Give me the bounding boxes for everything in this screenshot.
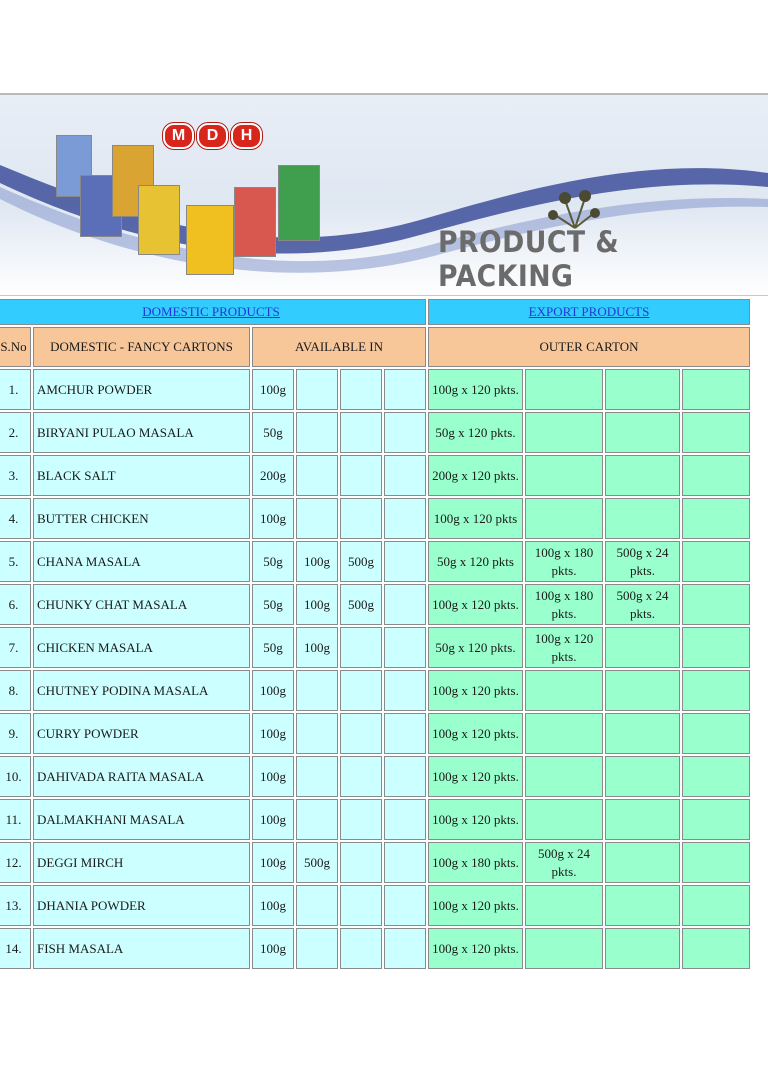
- table-row: [0, 799, 750, 840]
- outer-carton-cell: [682, 584, 750, 625]
- outer-carton-cell: 100g x 120 pkts.: [428, 928, 523, 969]
- size-cell: 100g: [252, 885, 294, 926]
- size-cell: [384, 670, 426, 711]
- outer-carton-cell: [525, 756, 603, 797]
- outer-carton-cell: [682, 842, 750, 883]
- outer-carton-cell: [682, 541, 750, 582]
- product-name-cell: CHUNKY CHAT MASALA: [33, 584, 250, 625]
- sno-cell: 11.: [0, 799, 31, 840]
- size-cell: [340, 928, 382, 969]
- outer-carton-cell: 100g x 120 pkts.: [428, 713, 523, 754]
- table-row: [0, 627, 750, 668]
- outer-carton-cell: 100g x 120 pkts.: [428, 756, 523, 797]
- size-cell: 100g: [252, 498, 294, 539]
- size-cell: 100g: [296, 541, 338, 582]
- brand-logo: M D H: [163, 123, 262, 149]
- size-cell: [384, 713, 426, 754]
- product-header: DOMESTIC - FANCY CARTONS: [33, 327, 250, 367]
- sno-cell: 3.: [0, 455, 31, 496]
- size-cell: [296, 756, 338, 797]
- outer-carton-cell: 50g x 120 pkts.: [428, 627, 523, 668]
- outer-carton-cell: 500g x 24 pkts.: [605, 584, 680, 625]
- outer-carton-cell: [682, 627, 750, 668]
- outer-carton-cell: [525, 799, 603, 840]
- outer-carton-cell: [605, 498, 680, 539]
- outer-carton-cell: [525, 498, 603, 539]
- outer-carton-cell: [682, 670, 750, 711]
- size-cell: 50g: [252, 541, 294, 582]
- table-row: [0, 412, 750, 453]
- outer-carton-cell: [605, 885, 680, 926]
- outer-carton-cell: [605, 670, 680, 711]
- product-name-cell: CHICKEN MASALA: [33, 627, 250, 668]
- size-cell: [340, 713, 382, 754]
- sno-cell: 7.: [0, 627, 31, 668]
- size-cell: [384, 627, 426, 668]
- header-banner: [0, 93, 768, 296]
- export-section-header: [428, 299, 750, 325]
- outer-carton-cell: 100g x 120 pkts.: [428, 885, 523, 926]
- sno-cell: 12.: [0, 842, 31, 883]
- size-cell: 100g: [252, 713, 294, 754]
- product-name-cell: DEGGI MIRCH: [33, 842, 250, 883]
- outer-carton-cell: [525, 885, 603, 926]
- outer-carton-cell: [682, 369, 750, 410]
- size-cell: [384, 455, 426, 496]
- size-cell: [340, 498, 382, 539]
- size-cell: 100g: [296, 627, 338, 668]
- sno-cell: 6.: [0, 584, 31, 625]
- outer-carton-cell: [525, 670, 603, 711]
- outer-carton-cell: 50g x 120 pkts.: [428, 412, 523, 453]
- table-row: [0, 885, 750, 926]
- size-cell: 100g: [252, 670, 294, 711]
- size-cell: [384, 756, 426, 797]
- product-name-cell: DALMAKHANI MASALA: [33, 799, 250, 840]
- outer-carton-cell: 500g x 24 pkts.: [525, 842, 603, 883]
- outer-carton-cell: [525, 455, 603, 496]
- table-row: [0, 584, 750, 625]
- size-cell: [296, 713, 338, 754]
- size-cell: 500g: [340, 584, 382, 625]
- size-cell: [384, 369, 426, 410]
- outer-carton-cell: 200g x 120 pkts.: [428, 455, 523, 496]
- product-name-cell: FISH MASALA: [33, 928, 250, 969]
- size-cell: [384, 928, 426, 969]
- sno-header: S.No: [0, 327, 31, 367]
- size-cell: [340, 670, 382, 711]
- product-table: [0, 297, 752, 971]
- outer-carton-cell: [605, 369, 680, 410]
- outer-carton-cell: 100g x 120 pkts.: [428, 369, 523, 410]
- outer-carton-cell: [682, 928, 750, 969]
- outer-carton-cell: [605, 842, 680, 883]
- table-row: [0, 713, 750, 754]
- size-cell: [296, 928, 338, 969]
- outer-carton-cell: [525, 412, 603, 453]
- table-row: [0, 455, 750, 496]
- outer-carton-cell: 100g x 180 pkts.: [428, 842, 523, 883]
- table-row: [0, 842, 750, 883]
- page-title: PRODUCT & PACKING: [438, 225, 620, 293]
- size-cell: [340, 369, 382, 410]
- sno-cell: 8.: [0, 670, 31, 711]
- size-cell: [296, 369, 338, 410]
- outer-carton-cell: 500g x 24 pkts.: [605, 541, 680, 582]
- size-cell: 500g: [296, 842, 338, 883]
- size-cell: 50g: [252, 584, 294, 625]
- table-row: [0, 498, 750, 539]
- outer-carton-cell: [605, 799, 680, 840]
- size-cell: [384, 541, 426, 582]
- export-products-link[interactable]: EXPORT PRODUCTS: [528, 304, 650, 319]
- outer-carton-cell: [682, 498, 750, 539]
- outer-carton-cell: [605, 627, 680, 668]
- outer-carton-cell: [525, 369, 603, 410]
- size-cell: [340, 885, 382, 926]
- product-name-cell: DHANIA POWDER: [33, 885, 250, 926]
- table-row: [0, 541, 750, 582]
- sno-cell: 2.: [0, 412, 31, 453]
- outer-carton-cell: [605, 928, 680, 969]
- size-cell: [296, 412, 338, 453]
- domestic-products-link[interactable]: DOMESTIC PRODUCTS: [142, 304, 280, 319]
- product-name-cell: CHANA MASALA: [33, 541, 250, 582]
- available-in-header: AVAILABLE IN: [252, 327, 426, 367]
- size-cell: [384, 885, 426, 926]
- outer-carton-cell: [682, 412, 750, 453]
- size-cell: 100g: [252, 369, 294, 410]
- size-cell: 500g: [340, 541, 382, 582]
- size-cell: [296, 799, 338, 840]
- outer-carton-cell: 100g x 120 pkts.: [525, 627, 603, 668]
- sno-cell: 10.: [0, 756, 31, 797]
- table-row: [0, 369, 750, 410]
- size-cell: 100g: [296, 584, 338, 625]
- outer-carton-cell: [525, 713, 603, 754]
- sno-cell: 9.: [0, 713, 31, 754]
- sno-cell: 13.: [0, 885, 31, 926]
- size-cell: [340, 799, 382, 840]
- outer-carton-cell: 50g x 120 pkts: [428, 541, 523, 582]
- size-cell: 50g: [252, 627, 294, 668]
- outer-carton-cell: [682, 799, 750, 840]
- sno-cell: 1.: [0, 369, 31, 410]
- size-cell: 50g: [252, 412, 294, 453]
- outer-carton-cell: 100g x 120 pkts.: [428, 670, 523, 711]
- outer-carton-cell: [682, 756, 750, 797]
- domestic-section-header: [0, 299, 426, 325]
- size-cell: 100g: [252, 799, 294, 840]
- outer-carton-cell: 100g x 180 pkts.: [525, 541, 603, 582]
- size-cell: [296, 455, 338, 496]
- size-cell: [296, 670, 338, 711]
- outer-carton-cell: [605, 713, 680, 754]
- outer-carton-cell: [682, 455, 750, 496]
- sno-cell: 14.: [0, 928, 31, 969]
- size-cell: [340, 842, 382, 883]
- product-name-cell: CHUTNEY PODINA MASALA: [33, 670, 250, 711]
- sno-cell: 4.: [0, 498, 31, 539]
- size-cell: 100g: [252, 928, 294, 969]
- outer-carton-cell: 100g x 120 pkts.: [428, 584, 523, 625]
- table-row: [0, 928, 750, 969]
- product-name-cell: BLACK SALT: [33, 455, 250, 496]
- size-cell: 100g: [252, 756, 294, 797]
- size-cell: [340, 627, 382, 668]
- outer-carton-cell: [605, 756, 680, 797]
- outer-carton-cell: 100g x 120 pkts: [428, 498, 523, 539]
- table-row: [0, 756, 750, 797]
- sno-cell: 5.: [0, 541, 31, 582]
- product-name-cell: BUTTER CHICKEN: [33, 498, 250, 539]
- product-name-cell: DAHIVADA RAITA MASALA: [33, 756, 250, 797]
- outer-carton-cell: [605, 412, 680, 453]
- size-cell: [340, 455, 382, 496]
- size-cell: 100g: [252, 842, 294, 883]
- size-cell: [340, 756, 382, 797]
- size-cell: [384, 842, 426, 883]
- size-cell: [384, 498, 426, 539]
- outer-carton-cell: [682, 713, 750, 754]
- table-row: [0, 670, 750, 711]
- product-name-cell: BIRYANI PULAO MASALA: [33, 412, 250, 453]
- size-cell: [296, 885, 338, 926]
- size-cell: [296, 498, 338, 539]
- size-cell: [384, 799, 426, 840]
- outer-carton-cell: [605, 455, 680, 496]
- outer-carton-header: OUTER CARTON: [428, 327, 750, 367]
- outer-carton-cell: 100g x 120 pkts.: [428, 799, 523, 840]
- product-name-cell: CURRY POWDER: [33, 713, 250, 754]
- product-name-cell: AMCHUR POWDER: [33, 369, 250, 410]
- outer-carton-cell: 100g x 180 pkts.: [525, 584, 603, 625]
- outer-carton-cell: [682, 885, 750, 926]
- size-cell: [340, 412, 382, 453]
- size-cell: 200g: [252, 455, 294, 496]
- size-cell: [384, 584, 426, 625]
- outer-carton-cell: [525, 928, 603, 969]
- size-cell: [384, 412, 426, 453]
